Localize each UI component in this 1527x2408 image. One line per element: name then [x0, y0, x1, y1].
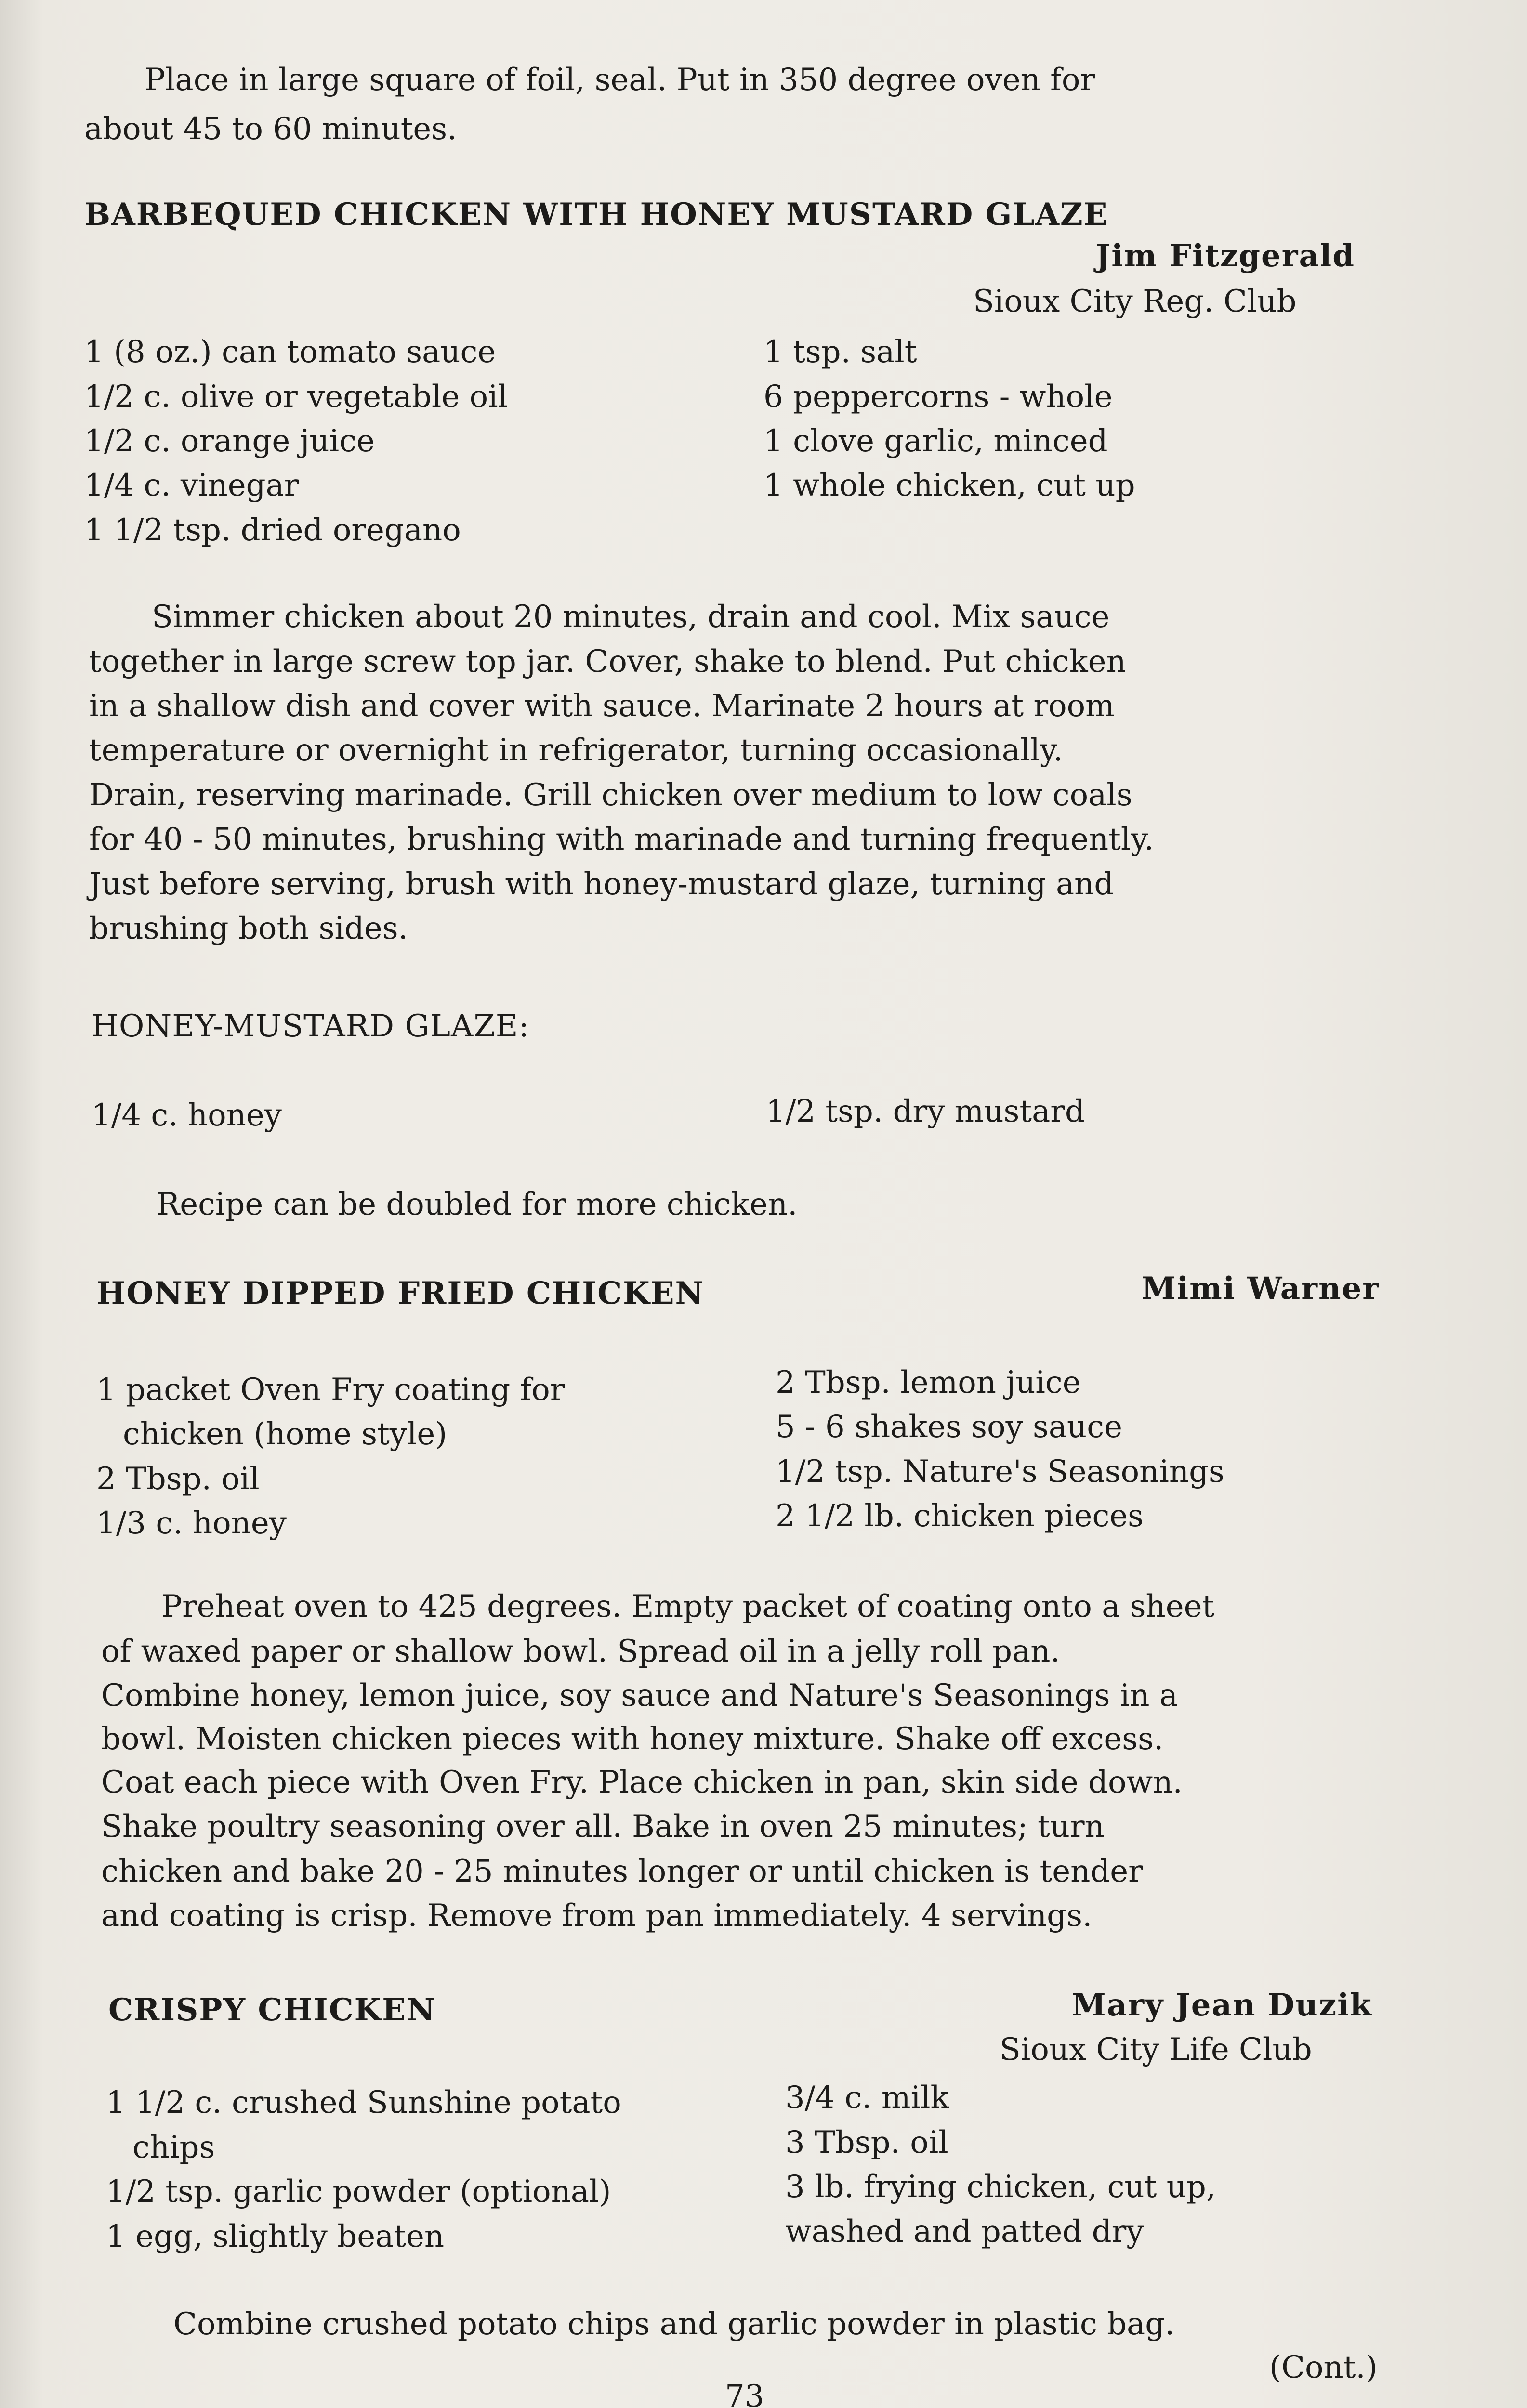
ingredient: 1 (8 oz.) can tomato sauce — [84, 334, 496, 370]
glaze-note: Recipe can be doubled for more chicken. — [157, 1187, 798, 1222]
directions-line: chicken and bake 20 - 25 minutes longer or until chicken is tender — [101, 1854, 1143, 1889]
ingredient: 1/4 c. honey — [92, 1098, 282, 1133]
recipe-author: Mimi Warner — [1142, 1270, 1380, 1307]
directions-line: Just before serving, brush with honey-mustard glaze, turning and — [89, 866, 1114, 902]
directions-line: in a shallow dish and cover with sauce. Marinate 2 hours at room — [89, 688, 1115, 724]
ingredient: 1 whole chicken, cut up — [764, 468, 1135, 503]
ingredient: 3 Tbsp. oil — [785, 2125, 948, 2160]
ingredient: 1 packet Oven Fry coating for — [96, 1372, 565, 1408]
ingredient: 6 peppercorns - whole — [764, 379, 1113, 415]
continued-note: (Cont.) — [1269, 2350, 1378, 2385]
ingredient: 1 egg, slightly beaten — [106, 2219, 445, 2254]
ingredient: 3 lb. frying chicken, cut up, — [785, 2169, 1216, 2205]
directions-line: brushing both sides. — [89, 911, 408, 946]
ingredient: 1/2 tsp. Nature's Seasonings — [776, 1454, 1224, 1490]
body-text: about 45 to 60 minutes. — [84, 111, 457, 147]
recipe-author: Mary Jean Duzik — [1072, 1987, 1372, 2023]
directions-line: Preheat oven to 425 degrees. Empty packet of coating onto a sheet — [161, 1589, 1215, 1624]
recipe-club: Sioux City Life Club — [1000, 2032, 1312, 2068]
ingredient: chips — [132, 2130, 215, 2165]
directions-line: together in large screw top jar. Cover, shake to blend. Put chicken — [89, 644, 1126, 680]
directions-line: Combine crushed potato chips and garlic powder in plastic bag. — [173, 2306, 1175, 2342]
recipe-title: HONEY DIPPED FRIED CHICKEN — [96, 1275, 705, 1311]
ingredient: 2 Tbsp. lemon juice — [776, 1365, 1081, 1400]
ingredient: 1/3 c. honey — [96, 1505, 287, 1541]
glaze-title: HONEY-MUSTARD GLAZE: — [92, 1008, 529, 1044]
directions-line: temperature or overnight in refrigerator, turning occasionally. — [89, 733, 1063, 768]
recipe-author: Jim Fitzgerald — [1096, 238, 1355, 274]
directions-line: Drain, reserving marinade. Grill chicken over medium to low coals — [89, 777, 1132, 813]
ingredient: washed and patted dry — [785, 2214, 1144, 2250]
page-number: 73 — [725, 2379, 764, 2408]
directions-line: Shake poultry seasoning over all. Bake in oven 25 minutes; turn — [101, 1809, 1105, 1845]
directions-line: Simmer chicken about 20 minutes, drain and cool. Mix sauce — [152, 599, 1110, 635]
ingredient: 1/2 tsp. garlic powder (optional) — [106, 2174, 611, 2210]
recipe-title: BARBEQUED CHICKEN WITH HONEY MUSTARD GLAZE — [84, 196, 1108, 233]
ingredient: 1/2 c. olive or vegetable oil — [84, 379, 508, 415]
directions-line: Combine honey, lemon juice, soy sauce and Nature's Seasonings in a — [101, 1678, 1178, 1714]
ingredient: 2 1/2 lb. chicken pieces — [776, 1498, 1144, 1534]
directions-line: and coating is crisp. Remove from pan immediately. 4 servings. — [101, 1898, 1093, 1934]
ingredient: 1/2 c. orange juice — [84, 423, 375, 459]
ingredient: 1/4 c. vinegar — [84, 468, 299, 503]
directions-line: for 40 - 50 minutes, brushing with marinade and turning frequently. — [89, 822, 1154, 857]
directions-line: bowl. Moisten chicken pieces with honey mixture. Shake off excess. — [101, 1721, 1164, 1757]
recipe-title: CRISPY CHICKEN — [108, 1992, 436, 2028]
directions-line: Coat each piece with Oven Fry. Place chicken in pan, skin side down. — [101, 1765, 1183, 1800]
ingredient: 1 tsp. salt — [764, 334, 917, 370]
ingredient: 3/4 c. milk — [785, 2080, 949, 2116]
ingredient: 5 - 6 shakes soy sauce — [776, 1409, 1122, 1445]
ingredient: 1 1/2 tsp. dried oregano — [84, 512, 461, 548]
ingredient: 2 Tbsp. oil — [96, 1461, 260, 1497]
recipe-club: Sioux City Reg. Club — [973, 284, 1297, 319]
directions-line: of waxed paper or shallow bowl. Spread oil in a jelly roll pan. — [101, 1634, 1060, 1669]
ingredient: 1/2 tsp. dry mustard — [766, 1094, 1085, 1129]
ingredient: 1 1/2 c. crushed Sunshine potato — [106, 2085, 621, 2120]
ingredient: chicken (home style) — [123, 1416, 448, 1452]
body-text: Place in large square of foil, seal. Put in 350 degree oven for — [145, 62, 1095, 98]
ingredient: 1 clove garlic, minced — [764, 423, 1108, 459]
